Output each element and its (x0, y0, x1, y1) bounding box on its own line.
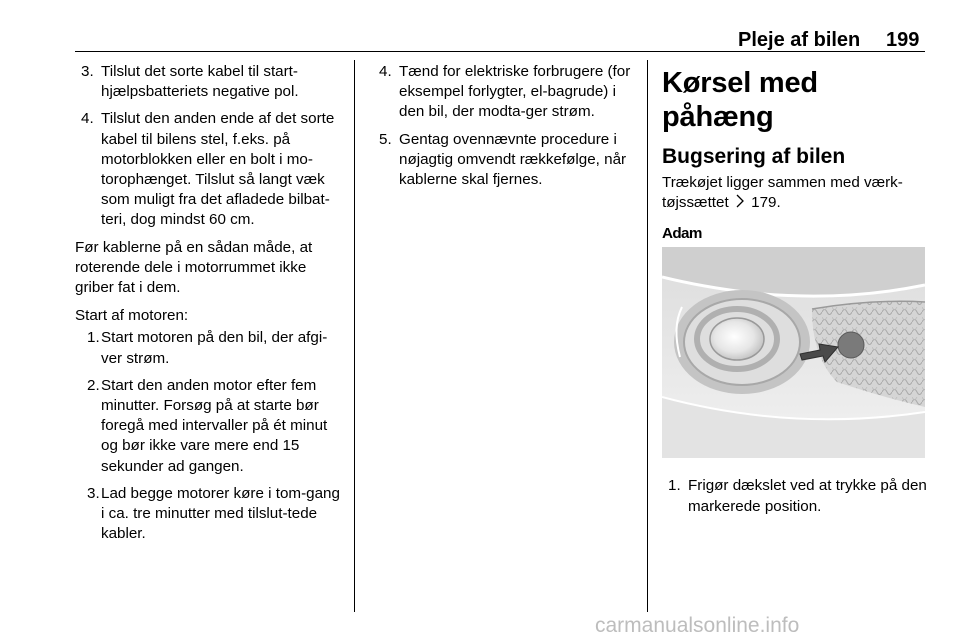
watermark: carmanualsonline.info (595, 614, 800, 637)
section-title: Pleje af bilen (738, 29, 861, 51)
list-text: Tænd for elektriske forbrugere (for eksempel forlygter, el-bagrude) i den bil, der modta-ger strøm. (399, 63, 631, 121)
car-front-bumper-illustration (662, 247, 925, 458)
list-number: 2. (87, 376, 100, 394)
column-1 (75, 62, 345, 551)
list-number: 3. (81, 63, 94, 80)
column-divider-2 (647, 60, 648, 612)
list-item (75, 484, 345, 545)
list-number: 5. (379, 130, 392, 148)
list-text: Start den anden motor efter fem minutter. Forsøg på at starte bør foregå med intervaller på ét minut og bør ikke vare mere end 15 sekunder ad gangen. (101, 376, 328, 475)
intro-paragraph (662, 173, 930, 214)
column-divider-1 (354, 60, 355, 612)
list-item (75, 62, 345, 102)
paragraph: Start af motoren: (75, 307, 189, 325)
figure-caption: Adam (662, 225, 702, 243)
subsection-heading: Bugsering af bilen (662, 145, 846, 168)
list-text: Lad begge motorer køre i tom-gang i ca. tre minutter med tilslut-tede kabler. (101, 484, 340, 543)
list-number: 4. (81, 110, 94, 128)
list-text: Frigør dækslet ved at trykke på den markerede position. (688, 477, 927, 515)
list-number: 3. (87, 484, 100, 502)
list-item (75, 328, 345, 368)
page-number: 199 (886, 29, 920, 51)
header-divider (75, 51, 925, 52)
list-text: Gentag ovennævnte procedure i nøjagtig omvendt rækkefølge, når kablerne skal fjernes. (399, 130, 627, 189)
list-item (662, 476, 930, 516)
list-number: 4. (379, 63, 392, 80)
list-item (373, 130, 638, 191)
list-item (75, 109, 345, 230)
column-2 (373, 62, 638, 197)
list-number: 1. (668, 477, 681, 495)
column-3 (662, 62, 930, 524)
section-heading: Kørsel med påhæng (662, 67, 818, 133)
list-item (75, 376, 345, 477)
paragraph: Før kablerne på en sådan måde, at roterende dele i motorrummet ikke griber fat i dem. (75, 238, 313, 297)
list-number: 1. (87, 329, 100, 347)
list-text: Tilslut det sorte kabel til start-hjælpsbatteriets negative pol. (101, 63, 299, 101)
list-item (373, 62, 638, 123)
intro-text: Trækøjet ligger sammen med værk-tøjssættet (662, 174, 903, 212)
list-text: Tilslut den anden ende af det sorte kabel til bilens stel, f.eks. på motorblokken eller en bolt i mo-torophænget. Tilslut så langt væk som muligt fra det afladede bilbat-teri, dog mindst 60 cm. (101, 110, 335, 229)
page-reference-arrow-icon (735, 194, 745, 214)
page-reference-link[interactable]: 179. (751, 194, 781, 212)
list-text: Start motoren på den bil, der afgi-ver strøm. (101, 329, 328, 367)
